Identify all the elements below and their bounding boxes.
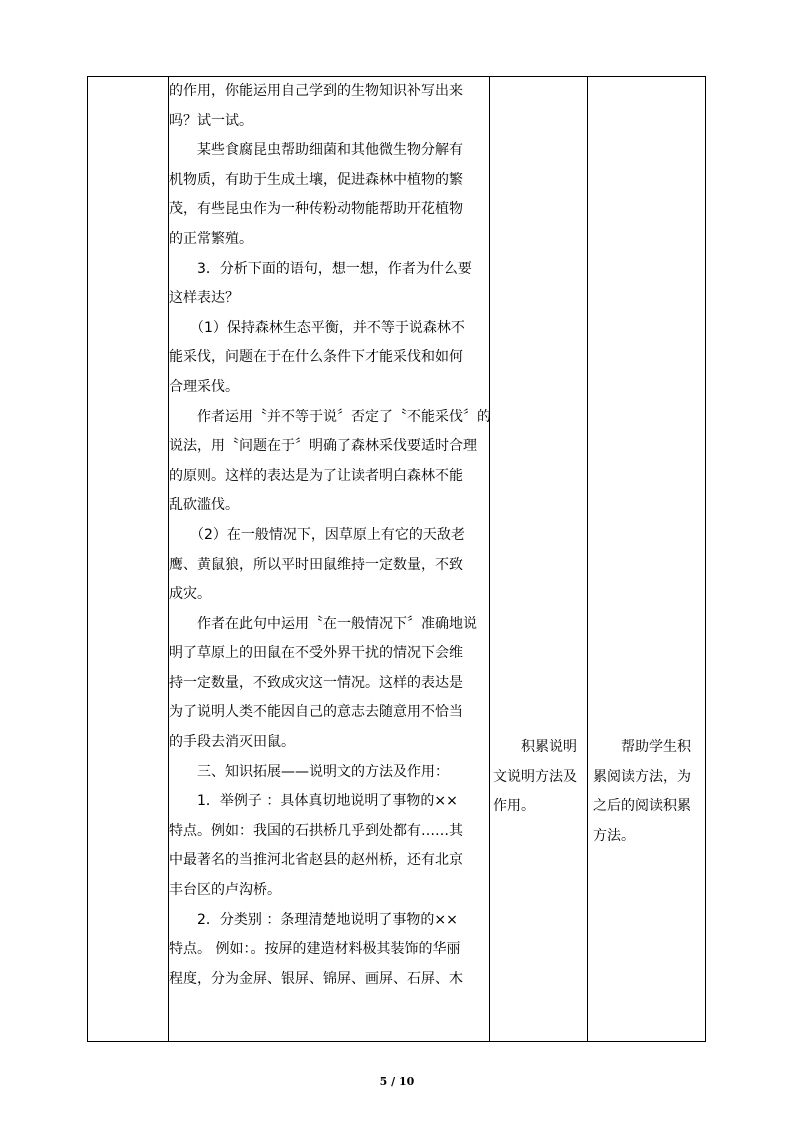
text-line: 之后的阅读积累	[593, 798, 691, 815]
design-intent-cell	[593, 733, 691, 851]
text-line: 帮助学生积	[593, 739, 691, 755]
text-line: 的正常繁殖。	[169, 230, 253, 247]
text-line: 1．举例子 ：具体真切地说明了事物的××	[169, 793, 458, 810]
student-activity-cell	[493, 733, 577, 822]
page-number: 5 / 10	[379, 1075, 415, 1088]
text-line: 特点。例如：我国的石拱桥几乎到处都有……其	[169, 822, 463, 839]
text-line: 合理采伐。	[169, 378, 239, 395]
text-line: 积累说明	[493, 739, 577, 755]
text-line: 文说明方法及	[493, 768, 577, 785]
text-line: 鹰、黄鼠狼，所以平时田鼠维持一定数量，不致	[169, 556, 463, 573]
text-line: 中最著名的当推河北省赵县的赵州桥，还有北京	[169, 852, 463, 869]
text-line: 3．分析下面的语句，想一想，作者为什么要	[169, 260, 472, 277]
text-line: 方法。	[593, 827, 635, 844]
teaching-content-cell	[169, 77, 489, 994]
text-line: 丰台区的卢沟桥。	[169, 882, 281, 899]
text-line: 茂，有些昆虫作为一种传粉动物能帮助开花植物	[169, 201, 463, 218]
text-line: 这样表达？	[169, 290, 239, 307]
text-line: 某些食腐昆虫帮助细菌和其他微生物分解有	[169, 142, 463, 159]
lesson-table	[87, 76, 706, 1042]
text-line: 作用。	[493, 798, 535, 815]
text-line: 成灾。	[169, 586, 211, 603]
text-line: 吗？试一试。	[169, 112, 253, 129]
text-line: 程度，分为金屏、银屏、锦屏、画屏、石屏、木	[169, 970, 463, 987]
text-line: 作者运用〝并不等于说〞否定了〝不能采伐〞的	[169, 408, 491, 425]
text-line: 三、知识拓展——说明文的方法及作用：	[169, 763, 449, 780]
text-line: 累阅读方法，为	[593, 768, 691, 785]
text-line: 乱砍滥伐。	[169, 497, 239, 514]
text-line: 为了说明人类不能因自己的意志去随意用不恰当	[169, 704, 463, 721]
text-line: 机物质，有助于生成土壤，促进森林中植物的繁	[169, 171, 463, 188]
column-divider	[587, 77, 588, 1041]
text-line: 说法，用〝问题在于〞明确了森林采伐要适时合理	[169, 438, 477, 455]
text-line: 作者在此句中运用〝在一般情况下〞准确地说	[169, 615, 477, 632]
text-line: （2）在一般情况下，因草原上有它的天敌老	[169, 526, 465, 543]
text-line: 特点。 例如：。按屏的建造材料极其装饰的华丽	[169, 941, 461, 958]
column-divider	[489, 77, 490, 1041]
text-line: 的原则。这样的表达是为了让读者明白森林不能	[169, 467, 463, 484]
text-line: （1）保持森林生态平衡，并不等于说森林不	[169, 319, 465, 336]
text-line: 的手段去消灭田鼠。	[169, 734, 295, 751]
text-line: 能采伐，问题在于在什么条件下才能采伐和如何	[169, 349, 463, 366]
text-line: 明了草原上的田鼠在不受外界干扰的情况下会维	[169, 645, 463, 662]
text-line: 的作用，你能运用自己学到的生物知识补写出来	[169, 83, 463, 99]
text-line: 持一定数量，不致成灾这一情况。这样的表达是	[169, 674, 463, 691]
text-line: 2．分类别 ：条理清楚地说明了事物的××	[169, 911, 458, 928]
